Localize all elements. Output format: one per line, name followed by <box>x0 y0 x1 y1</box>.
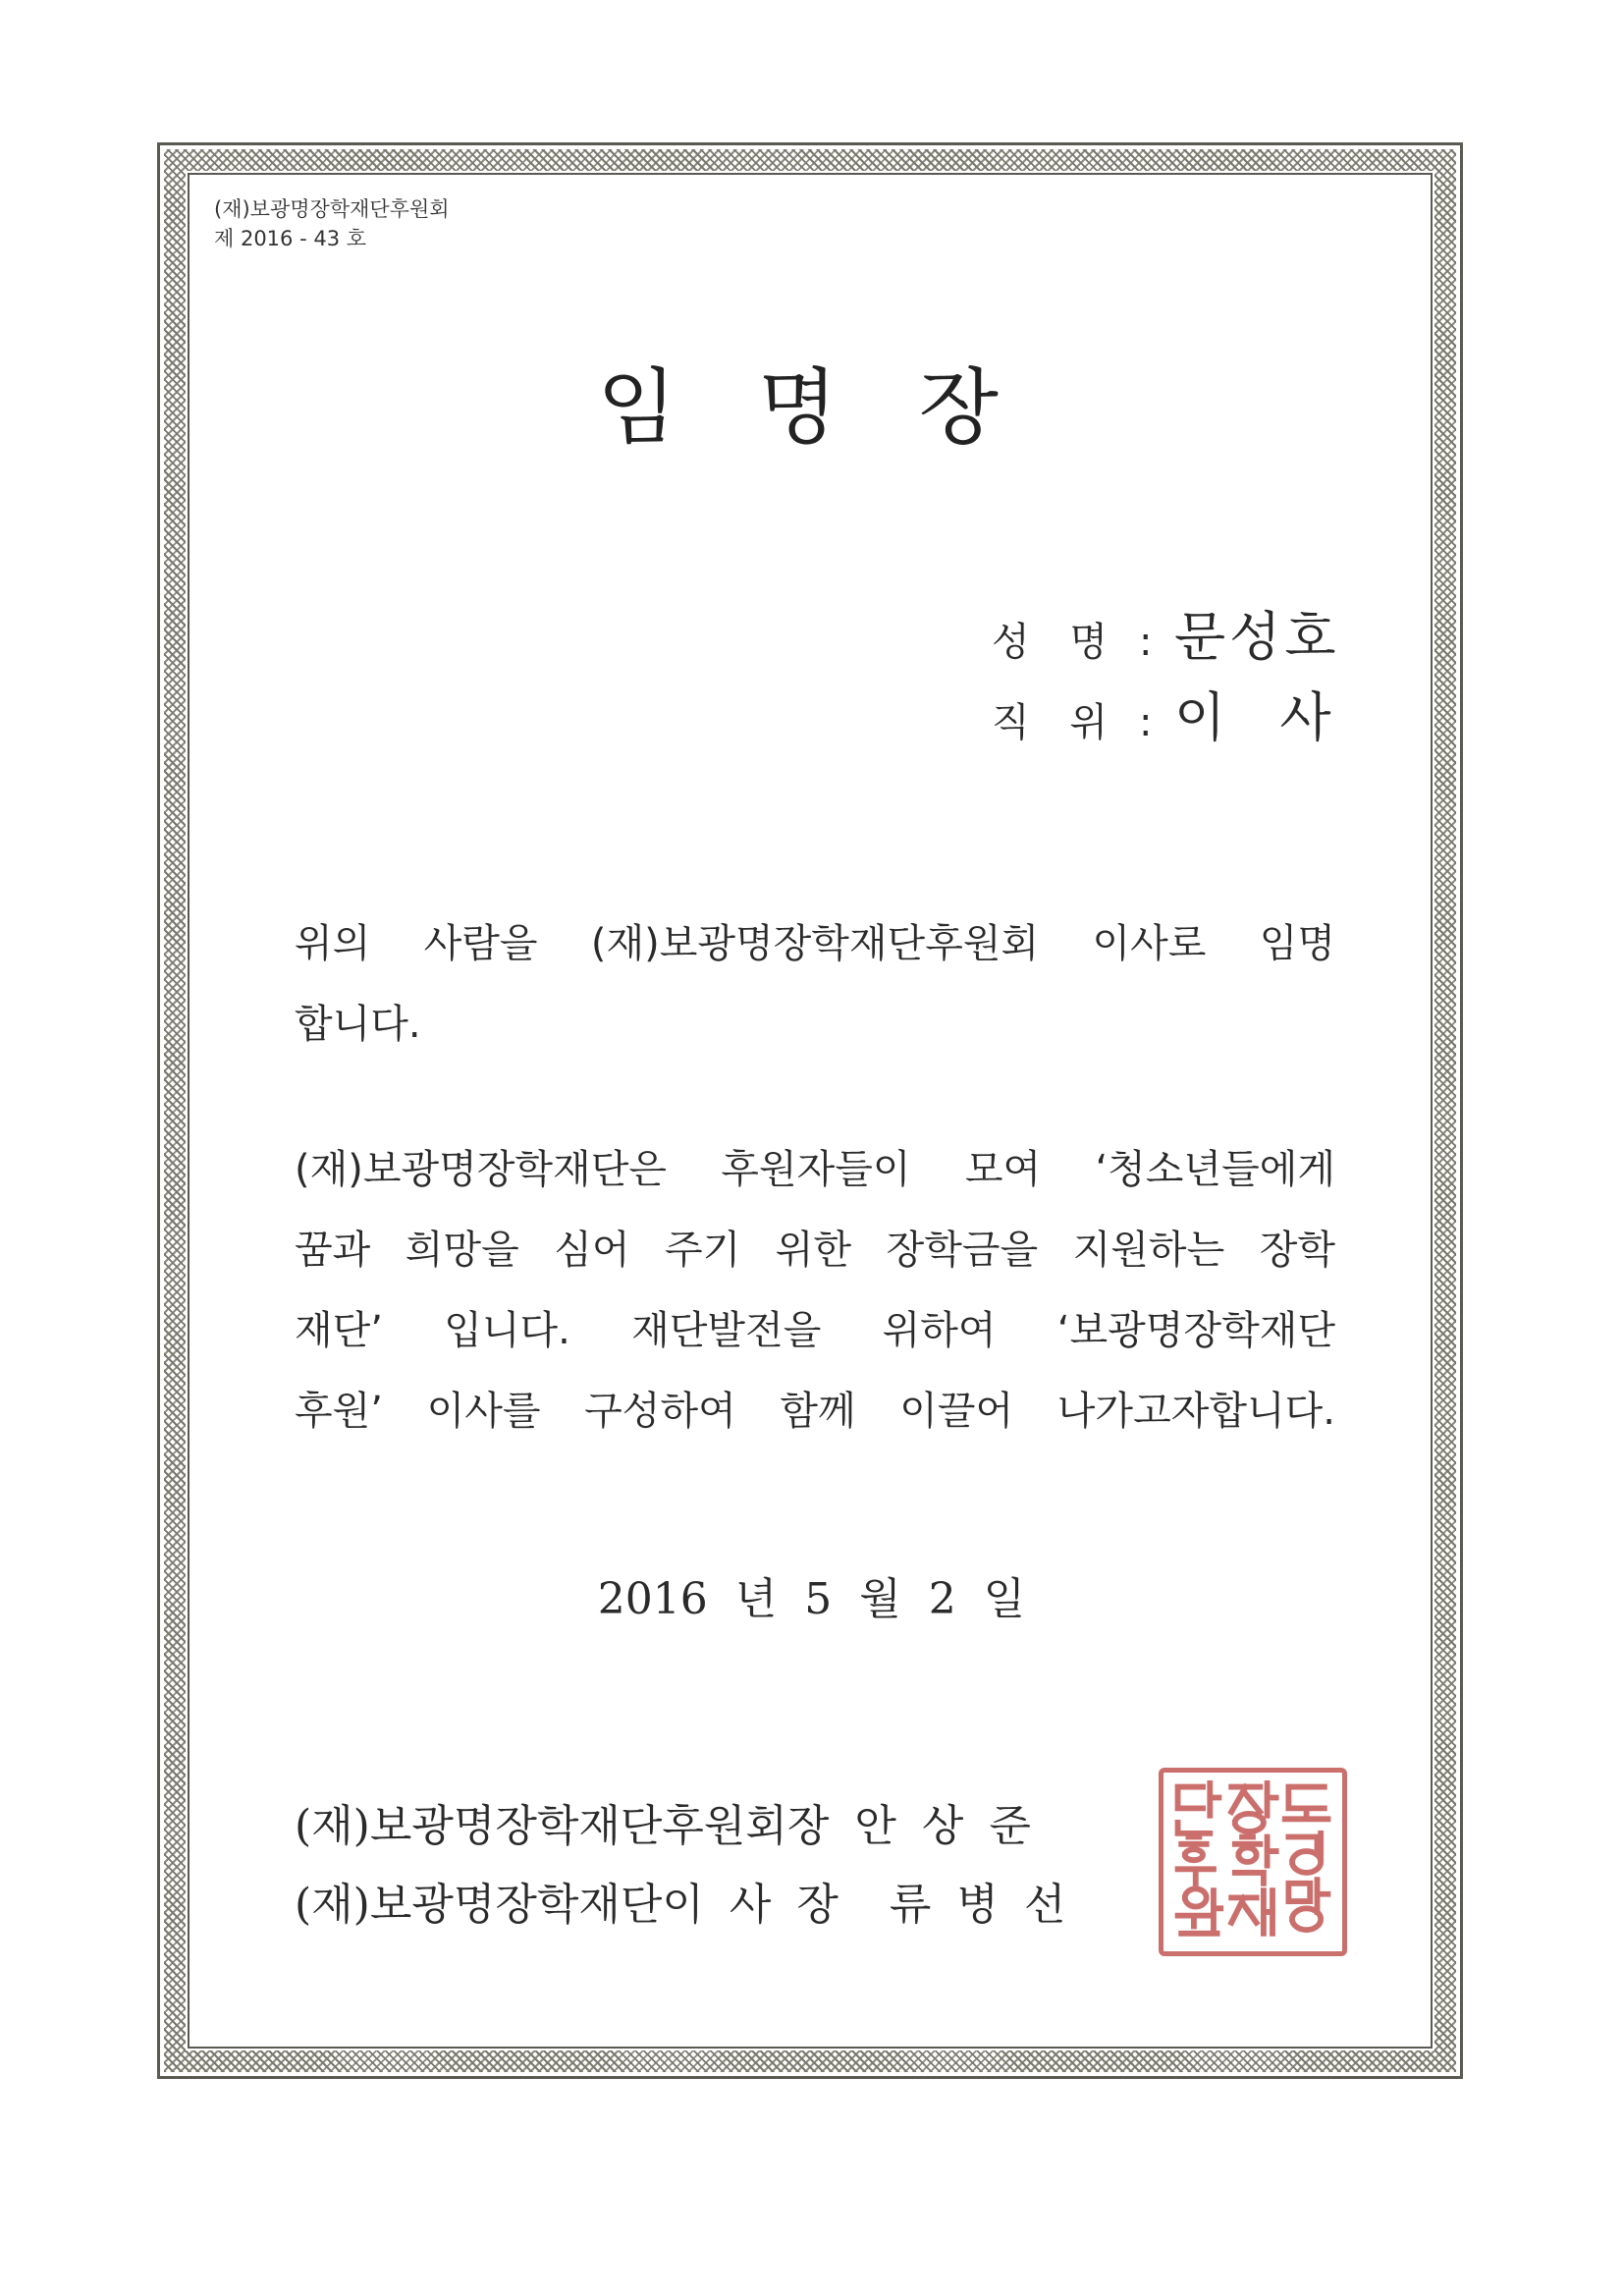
appointment-statement <box>295 903 1335 1065</box>
name-label: 성 명 <box>992 620 1121 665</box>
name-value: 문성호 <box>1174 606 1340 668</box>
signer-title: 후원회장 <box>662 1801 830 1851</box>
signer-name: 류병선 <box>889 1880 1092 1930</box>
position-colon: : <box>1139 700 1153 745</box>
signer-organization: (재)보광명장학재단 <box>295 1801 663 1851</box>
name-row <box>992 595 1340 676</box>
body-line: 재단’ 입니다. 재단발전을 위하여 ‘보광명장학재단 <box>295 1308 1335 1353</box>
foundation-description <box>295 1129 1335 1451</box>
document-title: 임 명 장 <box>597 359 1026 456</box>
body-line: 합니다. <box>295 1002 421 1047</box>
position-row <box>992 676 1340 756</box>
issuer-name: (재)보광명장학재단후원회 <box>214 197 450 221</box>
signature-row <box>295 1787 1091 1866</box>
issue-date: 2016 년 5 월 2 일 <box>597 1574 1026 1624</box>
document-number: 제 2016 - 43 호 <box>214 227 367 250</box>
position-value: 이 사 <box>1174 686 1335 748</box>
position-label: 직 위 <box>992 700 1121 745</box>
name-colon: : <box>1139 620 1153 665</box>
signer-name: 안상준 <box>854 1801 1056 1851</box>
signatures <box>295 1787 1091 1944</box>
body-line: 꿈과 희망을 심어 주기 위한 장학금을 지원하는 장학 <box>295 1228 1335 1273</box>
document-header <box>214 194 450 253</box>
appointee-info <box>992 595 1340 756</box>
body-line: (재)보광명장학재단은 후원자들이 모여 ‘청소년들에게 <box>295 1147 1335 1192</box>
seal-graphic <box>1163 1773 1342 1951</box>
signature-row <box>295 1866 1091 1944</box>
signer-title: 이사장 <box>662 1880 864 1930</box>
official-seal-stamp <box>1159 1768 1347 1956</box>
signer-organization: (재)보광명장학재단 <box>295 1880 663 1930</box>
body-line: 후원’ 이사를 구성하여 함께 이끌어 나가고자합니다. <box>295 1389 1335 1434</box>
body-line: 위의 사람을 (재)보광명장학재단후원회 이사로 임명 <box>295 921 1335 966</box>
